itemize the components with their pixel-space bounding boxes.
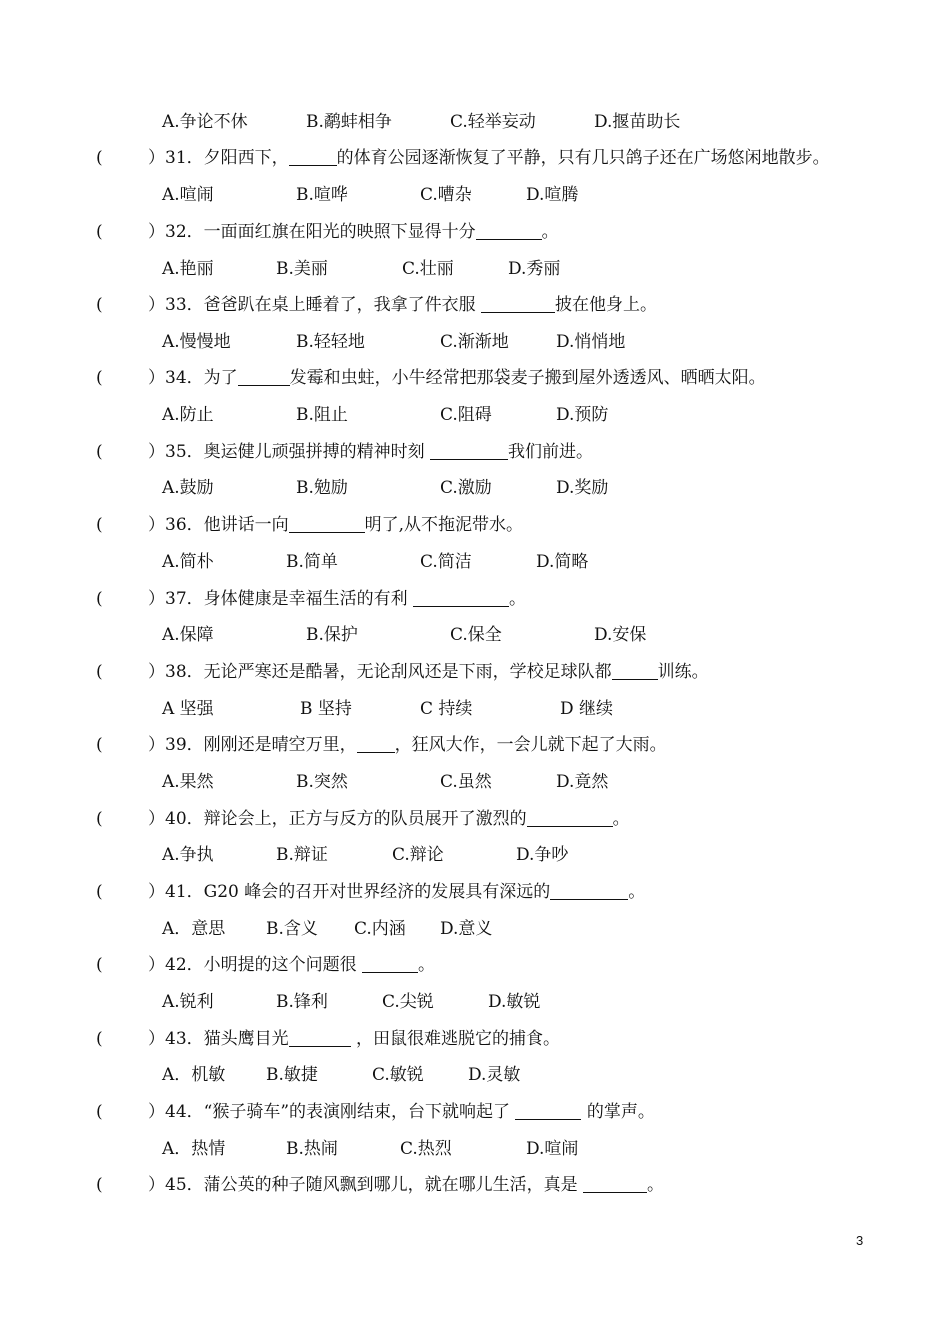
question-text-after: 。 [418, 955, 436, 975]
question-text-before: ）33．爸爸趴在桌上睡着了，我拿了件衣服 [148, 295, 482, 315]
question-text-after: 。 [647, 1175, 665, 1195]
question-text-after: ，田鼠很难逃脱它的捕食。 [350, 1029, 561, 1049]
question-text [148, 880, 645, 904]
question-text-before: ）32．一面面红旗在阳光的映照下显得十分 [148, 222, 476, 242]
question-text [148, 807, 630, 831]
answer-option: C.虽然 [440, 772, 492, 792]
question-text-before: ）41．G20 峰会的召开对世界经济的发展具有深远的 [148, 882, 551, 902]
question-text [148, 513, 523, 537]
answer-option: B.辩证 [276, 845, 328, 865]
answer-option: C 持续 [420, 699, 473, 719]
answer-paren: ( [96, 1102, 103, 1122]
answer-option: B.热闹 [286, 1139, 338, 1159]
question-text [148, 366, 766, 390]
answer-paren: ( [96, 148, 103, 168]
answer-option: A.争执 [162, 845, 214, 865]
answer-option: B 坚持 [300, 699, 352, 719]
answer-option: C.激励 [440, 478, 492, 498]
question-text-before: ）42．小明提的这个问题很 [148, 955, 363, 975]
question-text [148, 587, 526, 611]
answer-option: A.果然 [162, 772, 214, 792]
fill-blank [430, 441, 508, 460]
question-text-after: 。 [509, 589, 527, 609]
answer-option: C.热烈 [400, 1139, 452, 1159]
answer-option: B.锋利 [276, 992, 328, 1012]
answer-option: B.勉励 [296, 478, 348, 498]
answer-option: C.轻举妄动 [450, 112, 536, 132]
question-text-before: ）44．“猴子骑车”的表演刚结束，台下就响起了 [148, 1102, 516, 1122]
answer-paren: ( [96, 442, 103, 462]
answer-option: A.喧闹 [162, 185, 214, 205]
fill-blank [612, 661, 658, 680]
question-text [148, 953, 435, 977]
question-text [148, 146, 830, 170]
answer-paren: ( [96, 882, 103, 902]
answer-paren: ( [96, 809, 103, 829]
answer-paren: ( [96, 295, 103, 315]
answer-option: B.保护 [306, 625, 358, 645]
answer-option: D.意义 [440, 919, 493, 939]
answer-option: C.敏锐 [372, 1065, 424, 1085]
answer-option: C.阻碍 [440, 405, 492, 425]
answer-option: D.喧闹 [526, 1139, 579, 1159]
fill-blank [362, 954, 418, 973]
answer-paren: ( [96, 515, 103, 535]
answer-option: A.保障 [162, 625, 214, 645]
answer-option: C.简洁 [420, 552, 472, 572]
answer-option: B.喧哗 [296, 185, 348, 205]
question-text-after: 。 [612, 809, 630, 829]
fill-blank [583, 1174, 647, 1193]
question-text-after: 训练。 [657, 662, 709, 682]
answer-option: D.奖励 [556, 478, 609, 498]
answer-option: A.防止 [162, 405, 214, 425]
fill-blank [515, 1101, 581, 1120]
answer-option: C.辩论 [392, 845, 444, 865]
answer-option: C.保全 [450, 625, 502, 645]
answer-option: B.鹬蚌相争 [306, 112, 392, 132]
fill-blank [413, 588, 509, 607]
question-text-after: 我们前进。 [508, 442, 594, 462]
answer-paren: ( [96, 1029, 103, 1049]
question-text-before: ）31．夕阳西下， [148, 148, 289, 168]
answer-option: B.阻止 [296, 405, 348, 425]
question-text-after: 的体育公园逐渐恢复了平静，只有几只鸽子还在广场悠闲地散步。 [336, 148, 830, 168]
answer-option: A.简朴 [162, 552, 214, 572]
answer-option: C.嘈杂 [420, 185, 472, 205]
answer-option: D.敏锐 [488, 992, 541, 1012]
answer-option: A.锐利 [162, 992, 214, 1012]
question-text-after: 发霉和虫蛀，小牛经常把那袋麦子搬到屋外透透风、晒晒太阳。 [289, 368, 766, 388]
question-text-before: ）43．猫头鹰目光 [148, 1029, 289, 1049]
question-text-before: ）39．刚刚还是晴空万里， [148, 735, 357, 755]
answer-option: D.简略 [536, 552, 589, 572]
question-text [148, 1100, 655, 1124]
question-text [148, 733, 667, 757]
answer-option: A 坚强 [162, 699, 214, 719]
answer-paren: ( [96, 222, 103, 242]
answer-paren: ( [96, 368, 103, 388]
question-text [148, 440, 593, 464]
fill-blank [289, 147, 337, 166]
question-text-after: 的掌声。 [581, 1102, 655, 1122]
question-text-after: 明了,从不拖泥带水。 [364, 515, 524, 535]
answer-option: D.悄悄地 [556, 332, 626, 352]
answer-option: A.鼓励 [162, 478, 214, 498]
answer-option: D 继续 [560, 699, 614, 719]
answer-option: D.安保 [594, 625, 647, 645]
fill-blank [550, 881, 628, 900]
answer-option: A.慢慢地 [162, 332, 231, 352]
answer-paren: ( [96, 662, 103, 682]
answer-option: A．意思 [162, 919, 226, 939]
question-text-before: ）36．他讲话一向 [148, 515, 289, 535]
fill-blank [476, 221, 542, 240]
answer-option: A.争论不休 [162, 112, 248, 132]
answer-option: B.美丽 [276, 259, 328, 279]
answer-option: D.灵敏 [468, 1065, 521, 1085]
page-number: 3 [856, 1233, 864, 1248]
question-text-after: ，狂风大作，一会儿就下起了大雨。 [394, 735, 667, 755]
question-text [148, 1173, 664, 1197]
fill-blank [238, 367, 290, 386]
question-text [148, 293, 657, 317]
question-text-before: ）40．辩论会上，正方与反方的队员展开了激烈的 [148, 809, 527, 829]
question-text [148, 1027, 560, 1051]
answer-option: D.揠苗助长 [594, 112, 681, 132]
question-text [148, 660, 709, 684]
answer-option: B.轻轻地 [296, 332, 365, 352]
answer-paren: ( [96, 589, 103, 609]
question-text-after: 披在他身上。 [555, 295, 658, 315]
fill-blank [289, 514, 365, 533]
answer-paren: ( [96, 955, 103, 975]
fill-blank [357, 734, 395, 753]
answer-option: C.内涵 [354, 919, 406, 939]
answer-option: D.争吵 [516, 845, 569, 865]
answer-option: A．热情 [162, 1139, 226, 1159]
answer-option: C.壮丽 [402, 259, 454, 279]
answer-option: D.预防 [556, 405, 609, 425]
fill-blank [527, 808, 613, 827]
answer-option: D.喧腾 [526, 185, 579, 205]
answer-option: B.简单 [286, 552, 338, 572]
question-text-before: ）38．无论严寒还是酷暑，无论刮风还是下雨，学校足球队都 [148, 662, 612, 682]
answer-paren: ( [96, 735, 103, 755]
answer-option: A.艳丽 [162, 259, 214, 279]
answer-option: C.渐渐地 [440, 332, 509, 352]
question-text-before: ）35．奥运健儿顽强拼搏的精神时刻 [148, 442, 431, 462]
fill-blank [289, 1028, 351, 1047]
question-text-before: ）34．为了 [148, 368, 238, 388]
answer-paren: ( [96, 1175, 103, 1195]
question-text-before: ）37．身体健康是幸福生活的有利 [148, 589, 414, 609]
question-text [148, 220, 559, 244]
question-text-after: 。 [628, 882, 646, 902]
answer-option: C.尖锐 [382, 992, 434, 1012]
answer-option: D.竟然 [556, 772, 609, 792]
answer-option: D.秀丽 [508, 259, 561, 279]
question-text-before: ）45．蒲公英的种子随风飘到哪儿，就在哪儿生活，真是 [148, 1175, 584, 1195]
answer-option: B.敏捷 [266, 1065, 318, 1085]
fill-blank [481, 294, 555, 313]
answer-option: B.突然 [296, 772, 348, 792]
question-text-after: 。 [541, 222, 559, 242]
answer-option: B.含义 [266, 919, 318, 939]
answer-option: A．机敏 [162, 1065, 226, 1085]
